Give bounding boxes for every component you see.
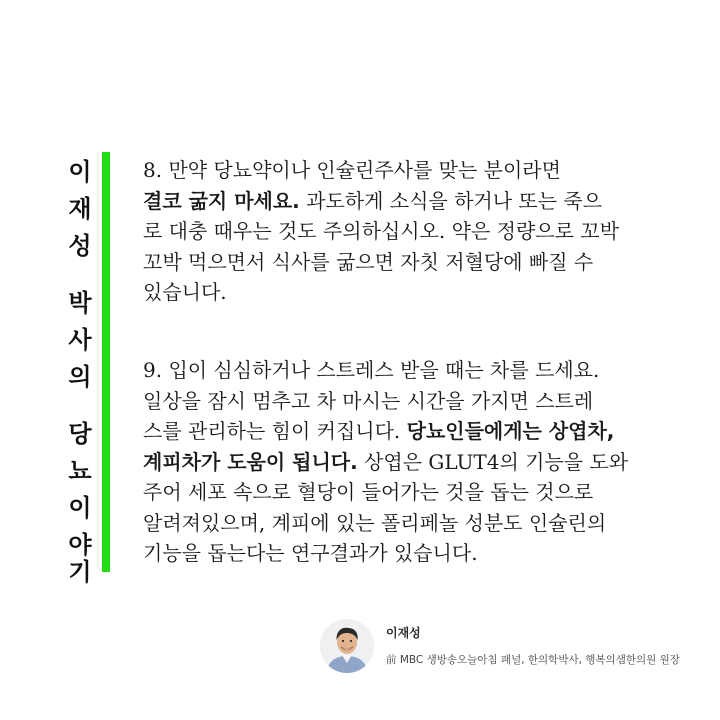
title-char: 사 <box>68 326 92 354</box>
text-run: 주어 세포 속으로 혈당이 들어가는 것을 돕는 것으로 <box>143 480 594 504</box>
title-char: 이 <box>68 158 92 186</box>
title-char: 성 <box>68 232 92 260</box>
title-char: 뇨 <box>68 457 92 485</box>
title-char: 박 <box>68 289 92 317</box>
text-run: 꼬박 먹으면서 식사를 굶으면 자칫 저혈당에 빠질 수 <box>143 249 594 274</box>
title-char: 의 <box>68 363 92 391</box>
text-run: 과도하게 소식을 하거나 또는 죽으 <box>299 188 603 213</box>
text-run: 일상을 잠시 멈추고 차 마시는 시간을 가지면 스트레 <box>143 388 594 413</box>
title-char: 이 <box>68 494 92 522</box>
text-line <box>143 447 698 478</box>
text-run: 있습니다. <box>143 280 227 304</box>
author-avatar <box>320 619 374 673</box>
text-line <box>143 277 698 308</box>
text-line <box>143 386 698 417</box>
text-run: 알려져있으며, 계피에 있는 폴리페놀 성분도 인슐린의 <box>143 510 607 535</box>
text-run: 로 대충 때우는 것도 주의하십시오. 약은 정량으로 꼬박 <box>143 219 619 243</box>
accent-bar <box>102 152 110 572</box>
text-line <box>143 355 698 386</box>
text-run: 9. 입이 심심하거나 스트레스 받을 때는 차를 드세요. <box>143 358 600 382</box>
title-char: 기 <box>68 558 92 586</box>
text-line <box>143 155 698 186</box>
text-line <box>143 416 698 447</box>
emphasis-text: 당뇨인들에게는 상엽차, <box>406 419 615 443</box>
title-char: 재 <box>68 195 92 223</box>
title-char: 당 <box>68 420 92 448</box>
title-char: 야 <box>68 531 92 559</box>
text-run: 8. 만약 당뇨약이나 인슐린주사를 맞는 분이라면 <box>143 158 561 182</box>
text-line <box>143 186 698 217</box>
emphasis-text: 계피차가 도움이 됩니다. <box>143 449 358 474</box>
text-line <box>143 538 698 569</box>
text-run: 스를 관리하는 힘이 커집니다. <box>143 419 407 443</box>
tip-8-paragraph <box>143 155 698 308</box>
text-line <box>143 247 698 278</box>
text-line <box>143 216 698 247</box>
portrait-image <box>320 619 374 673</box>
tip-9-paragraph <box>143 355 698 569</box>
author-description: 前 MBC 생방송오늘아침 패널, 한의학박사, 행복의샘한의원 원장 <box>386 654 680 666</box>
text-run: 기능을 돕는다는 연구결과가 있습니다. <box>143 541 478 565</box>
vertical-title <box>60 152 100 586</box>
emphasis-text: 결코 굶지 마세요. <box>143 188 300 213</box>
text-run: 상엽은 GLUT4의 기능을 도와 <box>357 449 629 474</box>
author-name: 이재성 <box>386 626 421 640</box>
text-line <box>143 508 698 539</box>
text-line <box>143 477 698 508</box>
